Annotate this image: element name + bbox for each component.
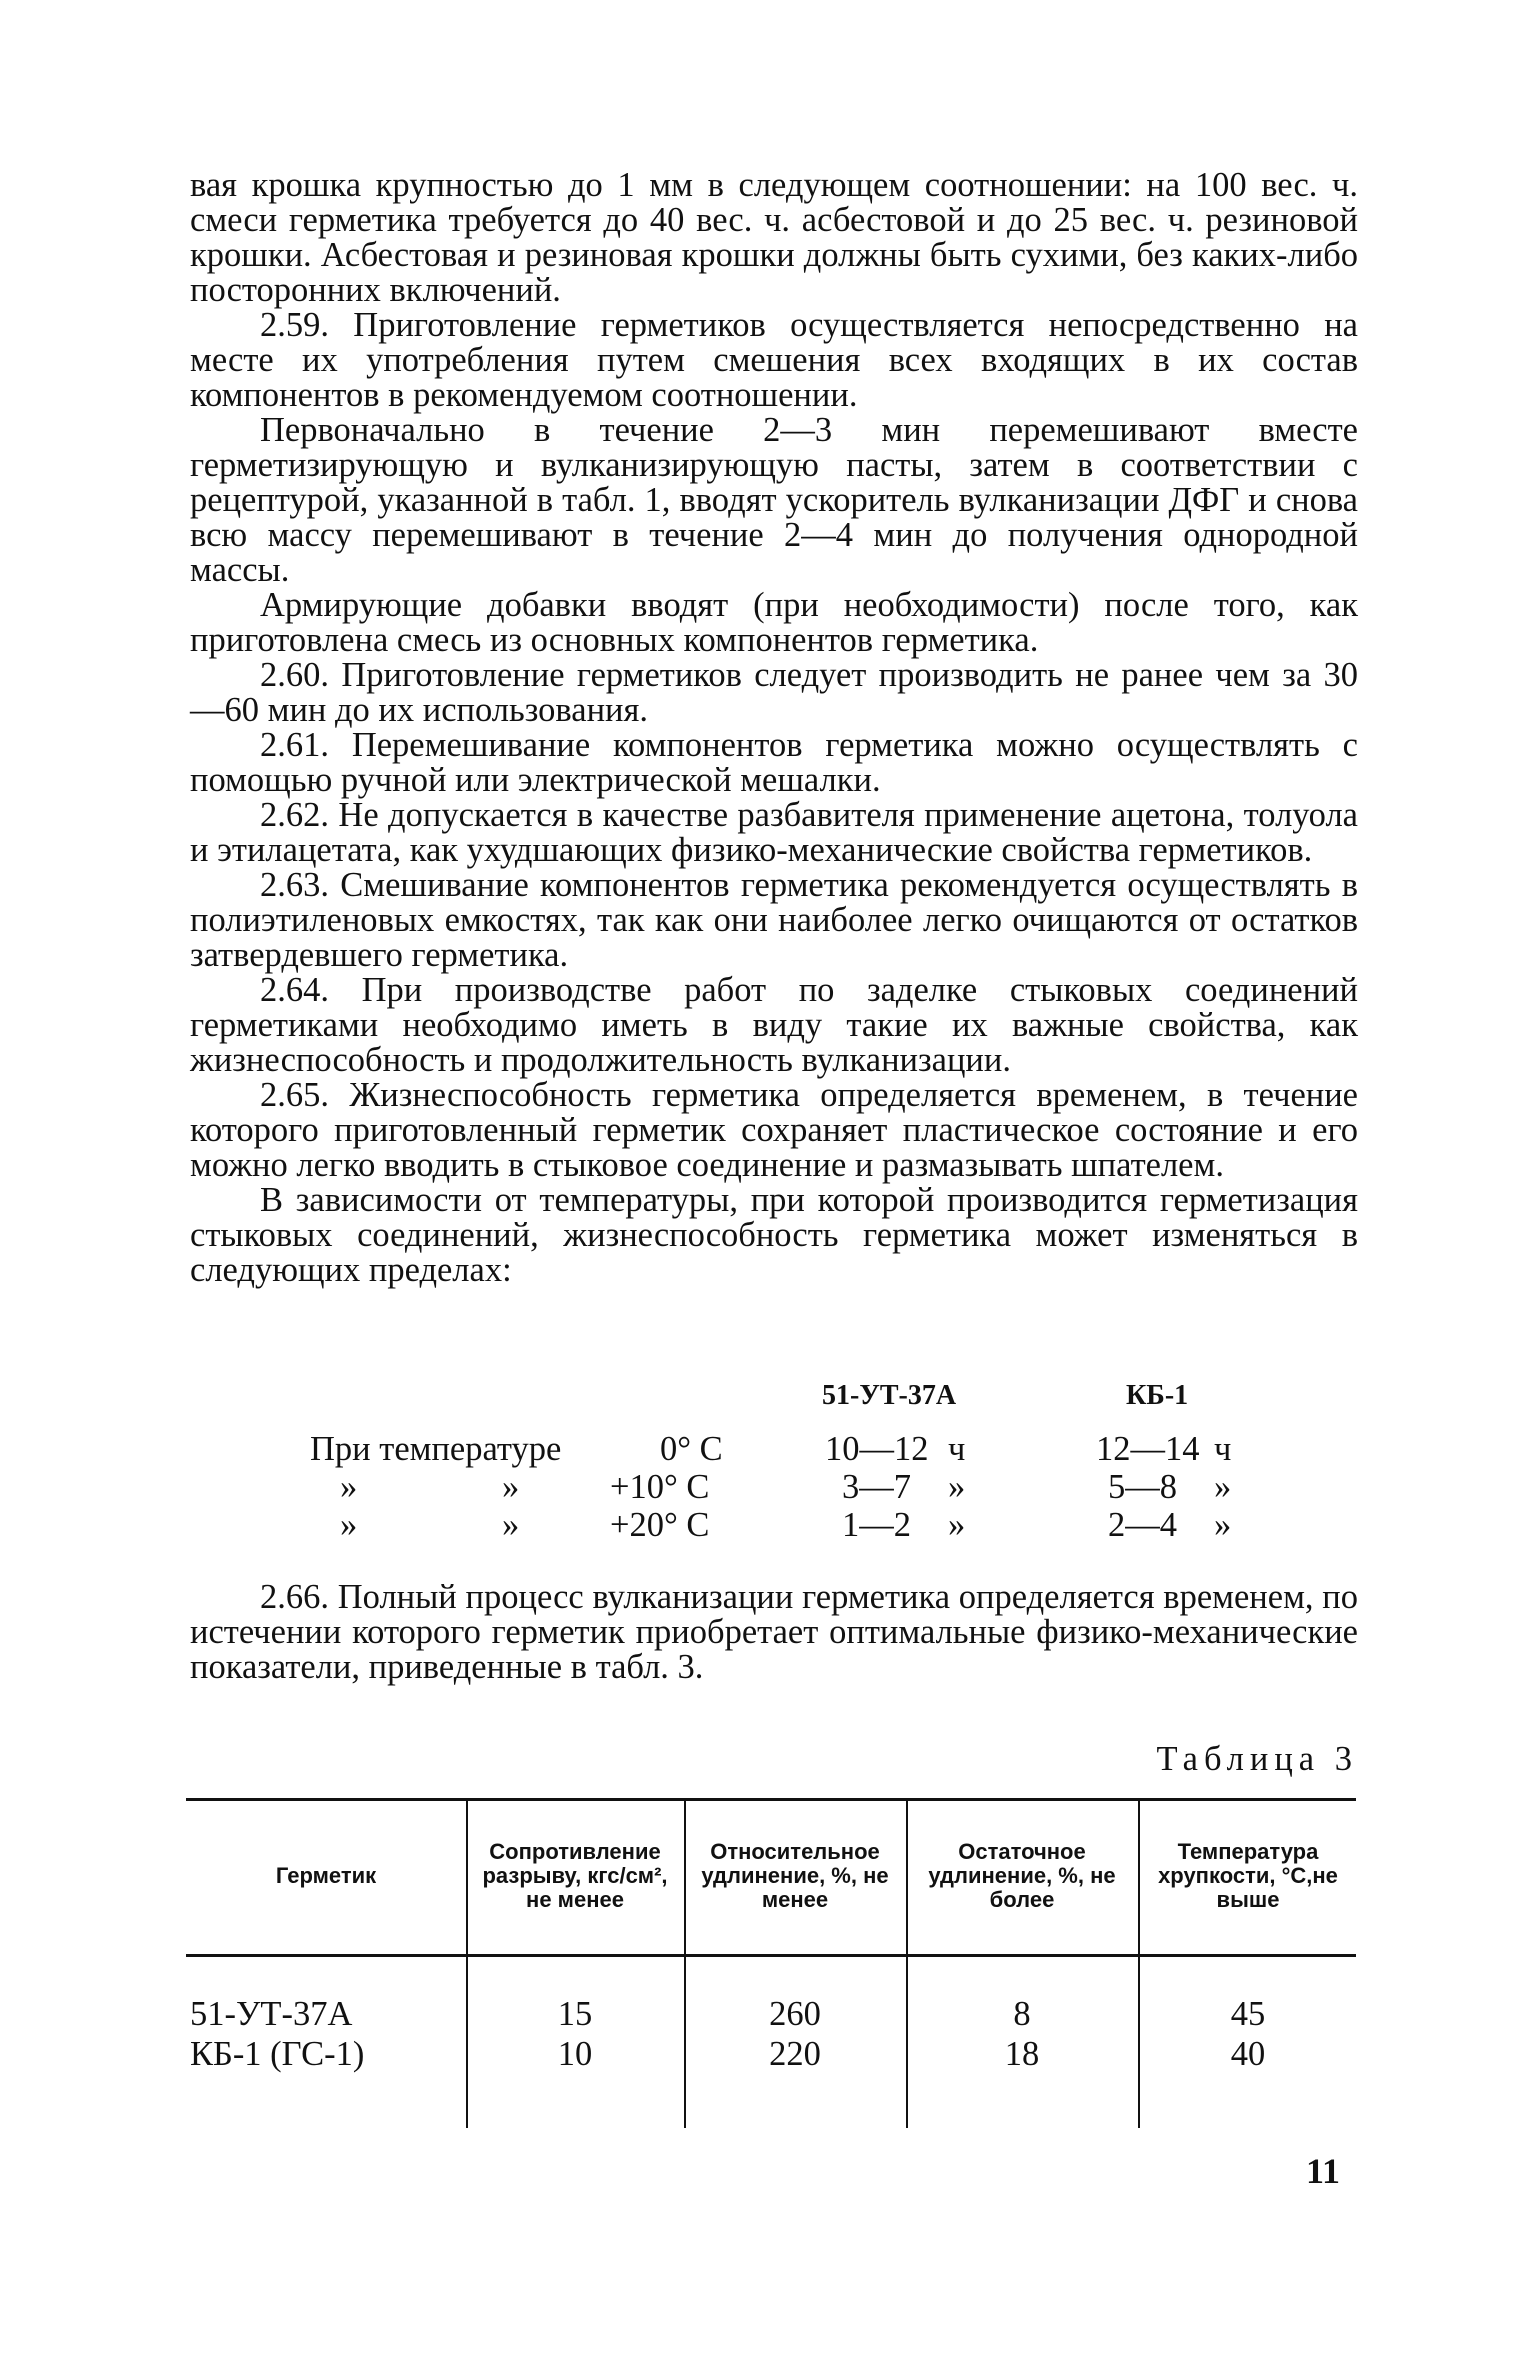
- table-cell: КБ-1 (ГС-1): [190, 2035, 365, 2073]
- ditto-mark: »: [340, 1506, 358, 1544]
- value: 12—14: [1096, 1430, 1200, 1468]
- unit: »: [948, 1506, 966, 1544]
- header-cell: Сопротивление разрыву, кгс/см², не менее: [482, 1839, 668, 1912]
- table-caption: Таблица 3: [1156, 1740, 1358, 1778]
- value: 1—2: [842, 1506, 911, 1544]
- paragraph: 2.60. Приготовление герметиков следует производить не ранее чем за 30—60 мин до их использования.: [190, 656, 1358, 729]
- temperature: +20° С: [610, 1506, 710, 1544]
- value: 2—4: [1108, 1506, 1177, 1544]
- paragraph: В зависимости от температуры, при которой производится герметизация стыковых соединений, жизнеспособность герметика может изменяться в следующих пределах:: [190, 1181, 1358, 1289]
- paragraph: 2.66. Полный процесс вулканизации герметика определяется временем, по истечении которого герметик приобретает оптимальные физико-механические показатели, приведенные в табл. 3.: [190, 1578, 1358, 1686]
- ditto-mark: »: [502, 1506, 520, 1544]
- ditto-mark: »: [340, 1468, 358, 1506]
- paragraph: 2.62. Не допускается в качестве разбавителя применение ацетона, толуола и этилацетата, как ухудшающих физико-механические свойства герметиков.: [190, 796, 1358, 869]
- table-cell: 220: [769, 2035, 821, 2073]
- column-header: КБ-1: [1126, 1380, 1189, 1411]
- body-text-2: [190, 1580, 1358, 1685]
- unit: »: [948, 1468, 966, 1506]
- column-header: 51-УТ-37А: [822, 1380, 957, 1411]
- paragraph: Первоначально в течение 2—3 мин перемешивают вместе герметизирующую и вулканизирующую пасты, затем в соответствии с рецептурой, указанной в табл. 1, вводят ускоритель вулканизации ДФГ и снова всю массу перемешивают в течение 2—4 мин до получения однородной массы.: [190, 411, 1358, 589]
- paragraph: 2.63. Смешивание компонентов герметика рекомендуется осуществлять в полиэтиленовых емкостях, так как они наиболее легко очищаются от остатков затвердевшего герметика.: [190, 866, 1358, 974]
- table-cell: 18: [1004, 2035, 1040, 2073]
- table-cell: 10: [557, 2035, 593, 2073]
- table-cell: 15: [557, 1995, 593, 2033]
- paragraph: вая крошка крупностью до 1 мм в следующем соотношении: на 100 вес. ч. смеси герметика требуется до 40 вес. ч. асбестовой и до 25 вес. ч. резиновой крошки. Асбестовая и резиновая крошки должны быть сухими, без каких-либо посторонних включений.: [190, 166, 1358, 309]
- value: 10—12: [825, 1430, 929, 1468]
- paragraph: 2.65. Жизнеспособность герметика определяется временем, в течение которого приготовленный герметик сохраняет пластическое состояние и его можно легко вводить в стыковое соединение и размазывать шпателем.: [190, 1076, 1358, 1184]
- properties-table: [186, 1798, 1356, 2128]
- paragraph: 2.59. Приготовление герметиков осуществляется непосредственно на месте их употребления путем смешения всех входящих в их состав компонентов в рекомендуемом соотношении.: [190, 306, 1358, 414]
- unit: ч: [1214, 1430, 1232, 1468]
- header-cell: Температура хрупкости, °С,не выше: [1158, 1839, 1338, 1912]
- unit: »: [1214, 1506, 1232, 1544]
- value: 3—7: [842, 1468, 911, 1506]
- row-label: При температуре: [310, 1430, 562, 1468]
- temperature: 0° С: [660, 1430, 723, 1468]
- value: 5—8: [1108, 1468, 1177, 1506]
- ditto-mark: »: [502, 1468, 520, 1506]
- table-cell: 260: [769, 1995, 821, 2033]
- paragraph: 2.61. Перемешивание компонентов герметика можно осуществлять с помощью ручной или электрической мешалки.: [190, 726, 1358, 799]
- header-cell: Остаточное удлинение, %, не более: [928, 1839, 1116, 1912]
- pot-life-table: [190, 1380, 1358, 1544]
- header-cell: Герметик: [275, 1863, 377, 1888]
- page-number: 11: [1305, 2151, 1340, 2191]
- table-cell: 40: [1230, 2035, 1266, 2073]
- paragraph: Армирующие добавки вводят (при необходимости) после того, как приготовлена смесь из основных компонентов герметика.: [190, 586, 1358, 659]
- table-cell: 8: [1013, 1995, 1031, 2033]
- body-text: [190, 168, 1358, 1288]
- table-rule: [186, 1798, 1356, 1801]
- table-rule: [186, 1954, 1356, 1957]
- table-cell: 45: [1230, 1995, 1266, 2033]
- paragraph: 2.64. При производстве работ по заделке стыковых соединений герметиками необходимо иметь в виду такие их важные свойства, как жизнеспособность и продолжительность вулканизации.: [190, 971, 1358, 1079]
- unit: ч: [948, 1430, 966, 1468]
- unit: »: [1214, 1468, 1232, 1506]
- temperature: +10° С: [610, 1468, 710, 1506]
- header-cell: Относительное удлинение, %, не менее: [701, 1839, 889, 1912]
- table-cell: 51-УТ-37А: [190, 1995, 353, 2033]
